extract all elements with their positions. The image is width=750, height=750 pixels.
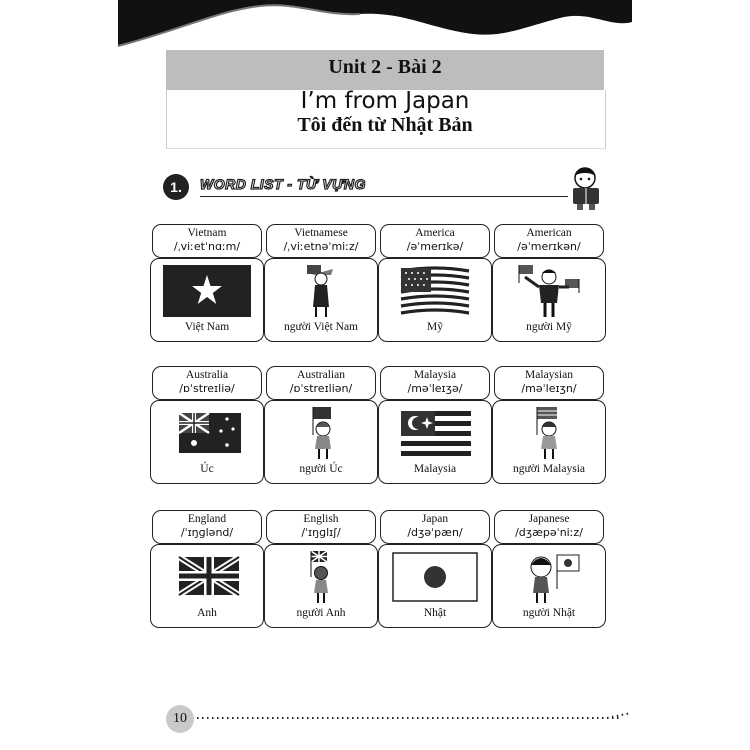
caption-vi: người Úc	[299, 463, 343, 475]
phonetic-label: /əˈmerɪkə/	[406, 240, 464, 253]
caption-vi: Nhật	[423, 607, 447, 619]
word-tag	[380, 510, 490, 544]
caption-vi: Việt Nam	[184, 321, 230, 333]
australian-child-icon	[273, 405, 369, 461]
malaysian-child-icon	[501, 405, 597, 461]
word-label: Japanese	[528, 513, 570, 525]
section-title: WORD LIST - TỪ VỰNG	[200, 176, 366, 192]
word-tag	[380, 224, 490, 258]
lesson-title-vi: Tôi đến từ Nhật Bản	[297, 114, 473, 136]
usa-flag-icon	[387, 263, 483, 319]
phonetic-label: /ˌviːetˈnɑːm/	[173, 240, 241, 253]
phonetic-label: /ˈɪŋɡlənd/	[180, 526, 234, 539]
picture-box	[378, 258, 492, 342]
word-label: Australian	[297, 369, 345, 381]
uk-flag-icon	[159, 549, 255, 605]
word-label: England	[187, 513, 227, 525]
phonetic-label: /ɒˈstreɪliən/	[289, 382, 353, 395]
japanese-child-icon	[501, 549, 597, 605]
lesson-title-en: I’m from Japan	[300, 88, 470, 114]
picture-box	[264, 544, 378, 628]
word-label: English	[303, 513, 339, 525]
word-tag	[380, 366, 490, 400]
word-tag	[152, 224, 262, 258]
phonetic-label: /ˈɪŋɡlɪʃ/	[301, 526, 341, 539]
malaysia-flag-icon	[387, 405, 483, 461]
word-label: American	[526, 227, 572, 239]
page-number: 10	[166, 705, 194, 733]
picture-box	[150, 258, 264, 342]
caption-vi: người Anh	[296, 607, 346, 619]
phonetic-label: /məˈleɪʒn/	[521, 382, 577, 395]
word-tag	[266, 366, 376, 400]
phonetic-label: /ˌviːetnəˈmiːz/	[283, 240, 359, 253]
picture-box	[492, 400, 606, 484]
picture-box	[264, 258, 378, 342]
japan-flag-icon	[387, 549, 483, 605]
phonetic-label: /dʒəˈpæn/	[407, 526, 463, 539]
american-man-icon	[501, 263, 597, 319]
word-tag	[494, 366, 604, 400]
word-tag	[152, 510, 262, 544]
word-label: Japan	[421, 513, 449, 525]
reading-kid-icon	[567, 164, 607, 212]
caption-vi: Anh	[197, 607, 217, 619]
picture-box	[264, 400, 378, 484]
picture-box	[492, 544, 606, 628]
caption-vi: Mỹ	[427, 321, 443, 333]
caption-vi: người Malaysia	[512, 463, 586, 475]
vietnam-flag-icon	[159, 263, 255, 319]
vietnamese-child-icon	[273, 263, 369, 319]
unit-title: Unit 2 - Bài 2	[328, 56, 442, 78]
section-underline	[200, 196, 568, 197]
australia-flag-icon	[159, 405, 255, 461]
caption-vi: người Việt Nam	[283, 321, 358, 333]
picture-box	[150, 544, 264, 628]
phonetic-label: /əˈmerɪkən/	[517, 240, 581, 253]
word-label: America	[415, 227, 455, 239]
caption-vi: Úc	[200, 463, 214, 475]
picture-box	[378, 544, 492, 628]
caption-vi: Malaysia	[413, 463, 457, 475]
phonetic-label: /dʒæpəˈniːz/	[515, 526, 583, 539]
picture-box	[492, 258, 606, 342]
word-tag	[266, 224, 376, 258]
english-child-icon	[273, 549, 369, 605]
word-label: Australia	[185, 369, 229, 381]
word-tag	[266, 510, 376, 544]
dotted-footer-line	[197, 712, 633, 724]
picture-box	[378, 400, 492, 484]
word-label: Malaysia	[413, 369, 457, 381]
word-tag	[494, 224, 604, 258]
section-number-badge: 1.	[163, 174, 189, 200]
word-label: Vietnam	[187, 227, 227, 239]
picture-box	[150, 400, 264, 484]
word-tag	[152, 366, 262, 400]
caption-vi: người Mỹ	[526, 321, 572, 333]
caption-vi: người Nhật	[522, 607, 576, 619]
phonetic-label: /ɒˈstreɪliə/	[179, 382, 235, 395]
word-label: Malaysian	[525, 369, 573, 381]
phonetic-label: /məˈleɪʒə/	[407, 382, 463, 395]
word-tag	[494, 510, 604, 544]
word-label: Vietnamese	[294, 227, 348, 239]
